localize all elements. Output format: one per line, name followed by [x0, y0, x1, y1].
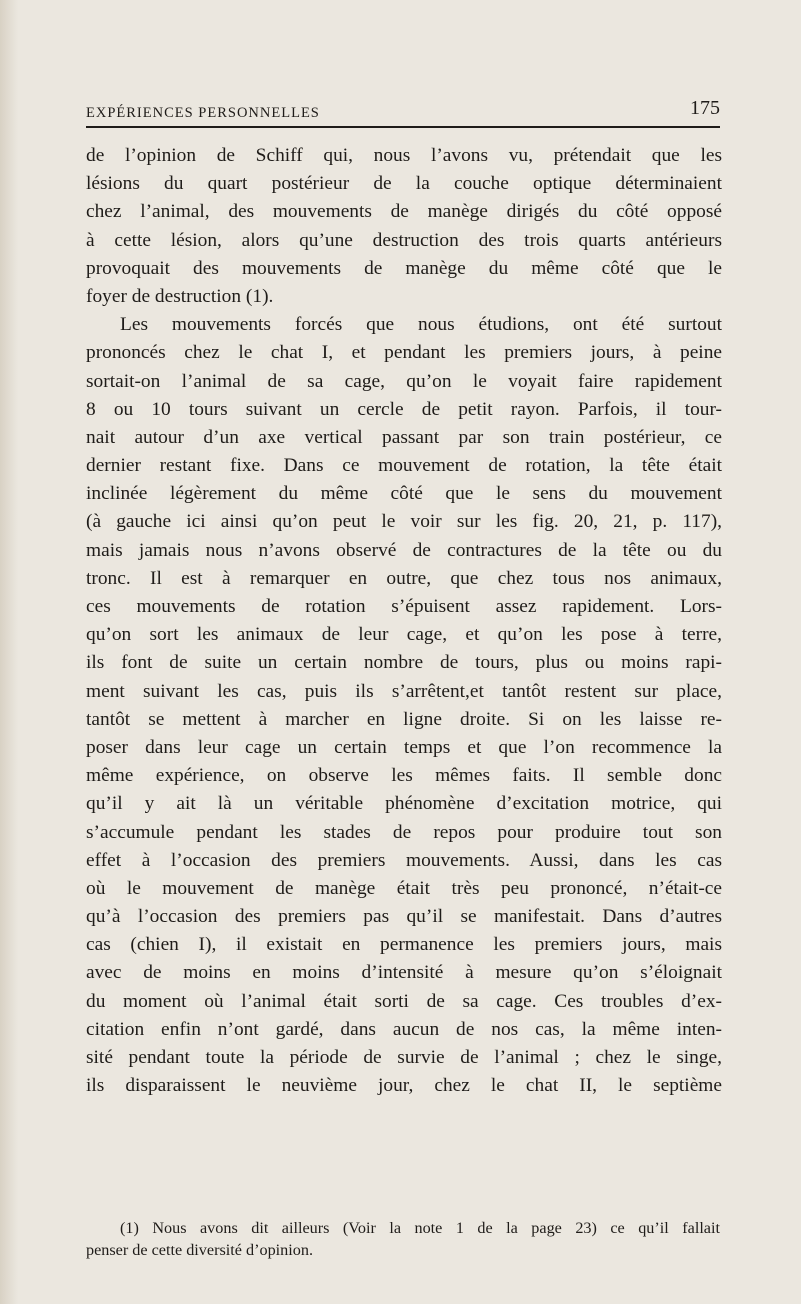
running-head: EXPÉRIENCES PERSONNELLES: [86, 105, 320, 121]
text-line: ils font de suite un certain nombre de tours, plus ou moins rapi-: [86, 652, 722, 674]
text-line: dernier restant fixe. Dans ce mouvement de rotation, la tête était: [86, 455, 722, 477]
text-line: sortait-on l’animal de sa cage, qu’on le voyait faire rapidement: [86, 370, 722, 392]
text-line: du moment où l’animal était sorti de sa cage. Ces troubles d’ex-: [86, 990, 722, 1012]
text-line: sité pendant toute la période de survie de l’animal ; chez le singe,: [86, 1047, 722, 1068]
text-line: où le mouvement de manège était très peu prononcé, n’était-ce: [86, 877, 722, 899]
header-rule: [86, 126, 720, 128]
page-edge-shadow: [0, 0, 18, 1304]
text-line: chez l’animal, des mouvements de manège dirigés du côté opposé: [86, 201, 722, 223]
text-line: avec de moins en moins d’intensité à mesure qu’on s’éloignait: [86, 962, 722, 984]
text-line: de l’opinion de Schiff qui, nous l’avons vu, prétendait que les: [86, 145, 722, 166]
page-number: 175: [690, 97, 720, 119]
text-line: tantôt se mettent à marcher en ligne droite. Si on les laisse re-: [86, 708, 722, 730]
text-line: cas (chien I), il existait en permanence les premiers jours, mais: [86, 934, 722, 956]
text-line: prononcés chez le chat I, et pendant les premiers jours, à peine: [86, 342, 722, 364]
text-line: inclinée légèrement du même côté que le sens du mouvement: [86, 483, 722, 505]
text-line: nait autour d’un axe vertical passant par son train postérieur, ce: [86, 426, 722, 448]
text-line: ils disparaissent le neuvième jour, chez le chat II, le septième: [86, 1075, 722, 1097]
text-line: mais jamais nous n’avons observé de contractures de la tête ou du: [86, 539, 722, 561]
text-line: lésions du quart postérieur de la couche optique déterminaient: [86, 173, 722, 195]
text-line: 8 ou 10 tours suivant un cercle de petit rayon. Parfois, il tour-: [86, 398, 722, 420]
text-line: même expérience, on observe les mêmes faits. Il semble donc: [86, 765, 722, 787]
text-line: citation enfin n’ont gardé, dans aucun de nos cas, la même inten-: [86, 1018, 722, 1040]
text-line: provoquait des mouvements de manège du même côté que le: [86, 257, 722, 279]
text-line: foyer de destruction (1).: [86, 285, 274, 307]
text-line: qu’on sort les animaux de leur cage, et qu’on les pose à terre,: [86, 624, 722, 646]
body-text: [86, 142, 722, 1100]
text-line: ment suivant les cas, puis ils s’arrêtent,et tantôt restent sur place,: [86, 680, 722, 702]
footnote-line: (1) Nous avons dit ailleurs (Voir la note 1 de la page 23) ce qu’il fallait: [120, 1219, 720, 1237]
text-line: Les mouvements forcés que nous étudions, ont été surtout: [120, 314, 722, 336]
page-header: [86, 97, 720, 129]
text-line: poser dans leur cage un certain temps et que l’on recommence la: [86, 736, 722, 758]
text-line: à cette lésion, alors qu’une destruction des trois quarts antérieurs: [86, 229, 722, 251]
text-line: s’accumule pendant les stades de repos pour produire tout son: [86, 821, 722, 843]
text-line: effet à l’occasion des premiers mouvements. Aussi, dans les cas: [86, 849, 722, 871]
footnote-line: penser de cette diversité d’opinion.: [86, 1241, 313, 1259]
footnote: [86, 1217, 720, 1261]
text-line: qu’à l’occasion des premiers pas qu’il se manifestait. Dans d’autres: [86, 906, 722, 928]
text-line: ces mouvements de rotation s’épuisent assez rapidement. Lors-: [86, 596, 722, 617]
text-line: (à gauche ici ainsi qu’on peut le voir sur les fig. 20, 21, p. 117),: [86, 511, 722, 533]
text-line: tronc. Il est à remarquer en outre, que chez tous nos animaux,: [86, 567, 722, 589]
text-line: qu’il y ait là un véritable phénomène d’excitation motrice, qui: [86, 793, 722, 815]
